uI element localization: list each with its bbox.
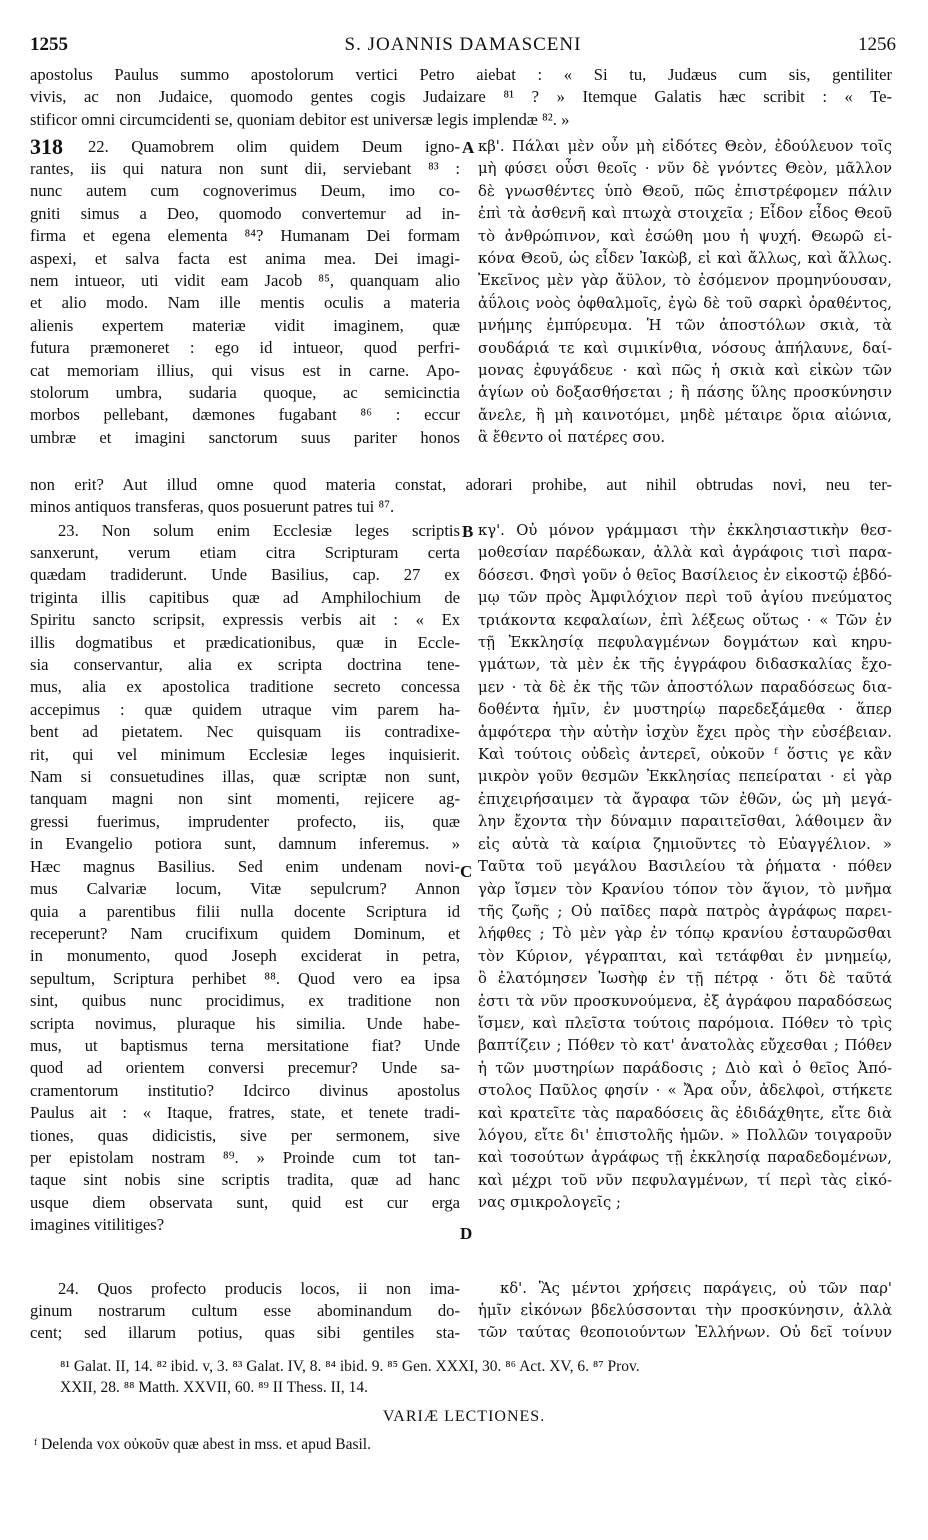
text-line: λήφθες ; Τὸ μὲν γὰρ ἐν τόπῳ κρανίου ἐσταυρῶσθαι <box>478 925 892 943</box>
footnotes <box>60 1356 890 1398</box>
text-line: μεν · τὰ δὲ ἐκ τῆς τῶν ἀποστόλων παραδόσεως δια- <box>478 678 892 696</box>
text-line: σουδάριά τε καὶ σιμικίνθια, νόσους ἀπήλαυνε, δαί- <box>478 339 892 357</box>
text-line: non erit? Aut illud omne quod materia constat, adorari prohibe, aut nihil obtrudas novi, neu ter- <box>30 475 892 494</box>
text-line: aspexi, et salva facta est anima mea. Dei imagi- <box>30 248 460 268</box>
text-line: τὸν Κύριον, γέγραπται, καὶ τετάφθαι ἐν μνημείῳ, <box>478 947 892 965</box>
text-line: accepimus : quæ quidem utraque vim parem ha- <box>30 699 460 719</box>
text-line: sint, quibus nunc procidimus, ex traditione non <box>30 991 460 1011</box>
text-line: κόνα Θεοῦ, ὡς εἶδεν Ἰακὼβ, εἰ καὶ ἄλλως, καὶ ἄλλως. <box>478 250 892 268</box>
text-line: 24. Quos profecto producis locos, ii non ima- <box>58 1279 460 1298</box>
text-line: γὰρ ἴσμεν τὸν Κρανίου τόπον τὸν ἅγιον, τὸ μνῆμα <box>478 880 892 898</box>
latin-line-24 <box>30 1278 460 1300</box>
latin-section-23 <box>30 542 460 1237</box>
latin-section-24 <box>30 1300 460 1345</box>
text-line: tanquam magni non sint momenti, rejicere ag- <box>30 789 460 809</box>
latin-line-23 <box>30 520 460 542</box>
text-line: quædam tradiderunt. Unde Basilius, cap. 27 ex <box>30 565 460 585</box>
text-line: usque diem observata sunt, quid est cur erga <box>30 1192 460 1212</box>
text-line: δοθέντα ἡμῖν, ἐν μυστηρίῳ παρεδεξάμεθα · ἅπερ <box>478 701 892 719</box>
text-line: triginta illis capitibus quæ ad Amphilochium de <box>30 587 460 607</box>
text-line: κγ'. Οὐ μόνον γράμμασι τὴν ἐκκλησιαστικὴν θεσ- <box>478 522 892 539</box>
text-line: ἡμῖν εἰκόνων βδελύσσονται τὴν προσκύνησιν, ἀλλὰ <box>478 1302 892 1319</box>
footnote-line: ⁸¹ Galat. II, 14. ⁸² ibid. v, 3. ⁸³ Galat. IV, 8. ⁸⁴ ibid. 9. ⁸⁵ Gen. XXXI, 30. ⁸⁶ Act. XV, 6. ⁸⁷ Prov. <box>60 1358 640 1375</box>
text-line: δόσεσι. Φησὶ γοῦν ὁ θεῖος Βασίλειος ἐν εἰκοστῷ ἑβδό- <box>478 566 892 584</box>
text-line: δὲ γνωσθέντες ὑπὸ Θεοῦ, πῶς ἐπιστρέφομεν πάλιν <box>478 182 892 200</box>
text-line: mus Calvariæ locum, Vitæ sepulcrum? Annon <box>30 879 460 899</box>
text-line: βαπτίζειν ; Πόθεν τὸ κατ' ἀνατολὰς εὔχεσθαι ; Πόθεν <box>478 1037 892 1055</box>
top-text <box>30 64 892 131</box>
text-line: τῆς ζωῆς ; Οὐ παῖδες παρὰ πατρὸς ἀγράφως παρει- <box>478 902 892 920</box>
text-line: imagines vitilitiges? <box>30 1215 165 1235</box>
latin-section-22 <box>30 158 460 449</box>
text-line: Hæc magnus Basilius. Sed enim undenam novi- <box>30 856 460 876</box>
text-line: tiones, quas didicistis, sive per sermonem, sive <box>30 1125 460 1145</box>
text-line: sanxerunt, verum etiam citra Scripturam certa <box>30 543 460 562</box>
text-line: gniti simus a Deo, quomodo convertemur ad in- <box>30 203 460 223</box>
text-line: futura præmoneret : ego id intueor, quod perfri- <box>30 338 460 358</box>
text-line: cat memoriam illius, qui visus est in carne. Apo- <box>30 360 460 380</box>
page-title: S. JOANNIS DAMASCENI <box>344 34 582 55</box>
text-line: taque sint nobis sine scriptis tradita, quæ ad hanc <box>30 1170 460 1190</box>
text-line: καὶ κρατεῖτε τὰς παραδόσεις ἃς ἐδιδάχθητε, εἴτε διὰ <box>478 1104 892 1122</box>
text-line: rit, qui vel minimum Ecclesiæ leges inquisierit. <box>30 744 460 764</box>
variae-lectiones-note: ᶠ Delenda vox οὐκοῦν quæ abest in mss. et apud Basil. <box>34 1436 371 1453</box>
text-line: ἐπιχειρήσαιμεν τὰ ἄγραφα τῶν ἐθῶν, ὡς μὴ μεγά- <box>478 790 892 808</box>
text-line: morbos pellebant, dæmones fugabant ⁸⁶ : eccur <box>30 405 460 425</box>
greek-section-24 <box>478 1300 892 1345</box>
text-line: τὸ ἀνθρώπινον, καὶ ἐσώθη μου ἡ ψυχή. Θεωρῶ εἰ- <box>478 227 892 245</box>
text-line: et alio modo. Nam ille mentis oculis a materia <box>30 293 460 313</box>
text-line: ἄνελε, ἢ μὴ καινοτόμει, μηδὲ μέταιρε ὅρια αἰώνια, <box>478 406 892 424</box>
text-line: Paulus ait : « Itaque, fratres, state, et tenete tradi- <box>30 1103 460 1123</box>
text-line: nem intueor, uti vidit eam Jacob ⁸⁵, quanquam alio <box>30 271 460 291</box>
text-line: καὶ μέχρι τοῦ νῦν πεφυλαγμένων, τί περὶ τὰς εἰκό- <box>478 1171 892 1189</box>
text-line: in Evangelio potiora sunt, damnum inferemus. » <box>30 834 460 854</box>
text-line: scripta novimus, pluraque his similia. Unde habe- <box>30 1013 460 1033</box>
section-marker-d: D <box>460 1224 473 1243</box>
text-line: λόγου, εἴτε δι' ἐπιστολῆς ἡμῶν. » Πολλῶν τοιγαροῦν <box>478 1126 892 1144</box>
text-line: quia a parentibus filii nulla docente Scriptura id <box>30 901 460 921</box>
text-line: ginum nostrarum cultum esse abominandum do- <box>30 1301 460 1320</box>
column-number-right: 1256 <box>858 34 896 55</box>
text-line: nunc autem cum cognoverimus Deum, imo co- <box>30 181 460 201</box>
text-line: ἃ ἔθεντο οἱ πατέρες σου. <box>478 429 666 447</box>
text-line: νας σμικρολογεῖς ; <box>478 1194 621 1212</box>
text-line: gressi fuerimus, imprudenter profecto, iis, quæ <box>30 811 460 831</box>
text-line: μνήμης ἐμπύρευμα. Ἡ τῶν ἀποστόλων σκιὰ, τὰ <box>478 317 892 335</box>
text-line: rantes, iis qui natura non sunt dii, serviebant ⁸³ : <box>30 159 460 178</box>
text-line: τῇ Ἐκκλησίᾳ πεφυλαγμένων δογμάτων καὶ κηρυ- <box>478 634 892 652</box>
text-line: μῳ τῶν πρὸς Ἀμφιλόχιον περὶ τοῦ ἁγίου πνεύματος <box>478 589 892 607</box>
text-line: alienis expertem materiæ vidit imaginem, quæ <box>30 315 460 335</box>
text-line: bent ad pietatem. Nec quisquam iis contradixe- <box>30 722 460 742</box>
section-marker-a: A <box>462 138 475 157</box>
text-line: ἡ τῶν μυστηρίων παράδοσις ; Διὸ καὶ ὁ θεῖος Ἀπό- <box>478 1059 892 1077</box>
margin-column-number: 318 <box>30 134 63 159</box>
text-line: ὃ ἐλατόμησεν Ἰωσὴφ ἐν τῇ πέτρᾳ · ὅτι δὲ ταῦτά <box>478 970 892 988</box>
text-line: ἐστι τὰ νῦν προσκυνούμενα, ἐξ ἀγράφου παραδόσεως <box>478 992 892 1010</box>
variae-lectiones-heading: VARIÆ LECTIONES. <box>382 1408 546 1425</box>
text-line: in monumento, quod Joseph exciderat in petra, <box>30 946 460 966</box>
greek-section-22 <box>478 136 892 450</box>
text-line: μοθεσίαν παρέδωκαν, ἀλλὰ καὶ ἀγράφοις τισὶ παρα- <box>478 544 892 562</box>
text-line: Καὶ τούτοις οὐδεὶς ἀντερεῖ, οὐκοῦν ᶠ ὅστις γε κἂν <box>478 746 892 764</box>
latin-line-first <box>30 136 460 158</box>
column-number-left: 1255 <box>30 34 68 55</box>
text-line: quod ad orientem conversi precemur? Unde sa- <box>30 1058 460 1078</box>
text-line: μικρὸν γοῦν θεσμῶν Ἐκκλησίας πεπείραται · εἰ γὰρ <box>478 768 892 786</box>
text-line: minos antiquos transferas, quos posuerunt patres tui ⁸⁷. <box>30 497 395 517</box>
text-line: firma et egena elementa ⁸⁴? Humanam Dei formam <box>30 226 460 246</box>
text-line: umbræ et imagini sanctorum suus pariter honos <box>30 427 460 447</box>
text-line: εἰς αὐτὰ τὰ καίρια ζημιοῦντες τὸ Εὐαγγέλιον. » <box>478 835 892 853</box>
text-line: ἀΰλοις νοὸς ὀφθαλμοῖς, ἐγὼ δὲ τοῦ σαρκὶ ὁραθέντος, <box>478 294 892 312</box>
text-line: vivis, ac non Judaice, quomodo gentes cogis Judaizare ⁸¹ ? » Itemque Galatis hæc scribit : « Te- <box>30 87 892 107</box>
text-line: γμάτων, τὰ μὲν ἐκ τῆς ἐγγράφου διδασκαλίας ἔχο- <box>478 656 892 674</box>
text-line: ἁγίων οὐ δοξασθήσεται ; ἢ πάσης ὕλης προσκύνησιν <box>478 384 892 402</box>
text-line: apostolus Paulus summo apostolorum vertici Petro aiebat : « Si tu, Judæus cum sis, gentiliter <box>30 65 892 84</box>
text-line: receperunt? Nam crucifixum quidem Dominum, et <box>30 923 460 943</box>
text-line: cent; sed illarum potius, quas sibi gentiles sta- <box>30 1323 460 1343</box>
text-line: per epistolam nostram ⁸⁹. » Proinde cum tot tan- <box>30 1147 460 1167</box>
greek-line-24 <box>478 1278 892 1300</box>
text-line: illis dogmatibus et prædicationibus, quæ in Eccle- <box>30 632 460 652</box>
mid-text <box>30 474 892 519</box>
text-line: ἀμφότερα τὴν αὐτὴν ἰσχὺν ἔχει πρὸς τὴν εὐσέβειαν. <box>478 723 892 741</box>
text-line: mus, alia ex apostolica traditione secreto concessa <box>30 677 460 697</box>
text-line: Nam si consuetudines illas, quæ scriptæ non sunt, <box>30 767 460 787</box>
text-line: ἴσμεν, καὶ πλεῖστα τούτοις παρόμοια. Πόθεν τὸ τρὶς <box>478 1014 892 1032</box>
section-marker-c: C <box>460 862 473 881</box>
text-line: Spiritu sancto scripsit, expressis verbis ait : « Ex <box>30 610 460 630</box>
section-marker-b: B <box>462 522 474 541</box>
text-line: Ταῦτα τοῦ μεγάλου Βασιλείου τὰ ῥήματα · πόθεν <box>478 858 892 876</box>
text-line: Ἐκεῖνος μὲν γὰρ ἄϋλον, τὸ ἐσόμενον προμηνύουσαν, <box>478 272 892 290</box>
text-line: ἐπὶ τὰ ἀσθενῆ καὶ πτωχὰ στοιχεῖα ; Εἶδον εἶδος Θεοῦ <box>478 205 892 223</box>
text-line: τριάκοντα κεφαλαίων, ἐπὶ λέξεως οὕτως · « Τῶν ἐν <box>478 611 892 629</box>
text-line: 22. Quamobrem olim quidem Deum igno- <box>88 137 460 156</box>
text-line: στολος Παῦλος φησίν · « Ἄρα οὖν, ἀδελφοὶ, στήκετε <box>478 1082 892 1100</box>
text-line: λην ἔχοντα τὴν δύναμιν παραιτεῖσθαι, λάθοιμεν ἂν <box>478 813 892 831</box>
text-line: cramentorum institutio? Idcirco divinus apostolus <box>30 1080 460 1100</box>
text-line: τῶν ταύτας θεοποιούντων Ἑλλήνων. Οὐ δεῖ τοίνυν <box>478 1324 892 1342</box>
text-line: mus, ut baptismus terna mersitatione fiat? Unde <box>30 1035 460 1055</box>
text-line: stificor omni circumcidenti se, quoniam debitor est universæ legis implendæ ⁸². » <box>30 109 570 129</box>
text-line: κβ'. Πάλαι μὲν οὖν μὴ εἰδότες Θεὸν, ἐδούλευον τοῖς <box>478 138 892 155</box>
text-line: stolorum umbra, sudaria quoque, ac semicinctia <box>30 383 460 403</box>
text-line: κδ'. Ἃς μέντοι χρήσεις παράγεις, οὐ τῶν παρ' <box>500 1280 892 1297</box>
text-line: sia conservantur, alia ex scripta doctrina tene- <box>30 655 460 675</box>
text-line: 23. Non solum enim Ecclesiæ leges scriptis <box>58 521 460 540</box>
text-line: μονας ἐφυγάδευε · καὶ πῶς ἡ σκιὰ καὶ εἰκὼν τῶν <box>478 362 892 380</box>
greek-section-23 <box>478 520 892 1215</box>
running-header <box>30 34 896 62</box>
text-line: καὶ τοσούτων ἀγράφως τῇ ἐκκλησίᾳ παραδεδομένων, <box>478 1149 892 1167</box>
text-line: μὴ φύσει οὖσι θεοῖς · νῦν δὲ γνόντες Θεὸν, μᾶλλον <box>478 160 892 178</box>
footnote-line: XXII, 28. ⁸⁸ Matth. XXVII, 60. ⁸⁹ II Thess. II, 14. <box>60 1379 369 1396</box>
text-line: sepultum, Scriptura perhibet ⁸⁸. Quod vero ea ipsa <box>30 968 460 988</box>
